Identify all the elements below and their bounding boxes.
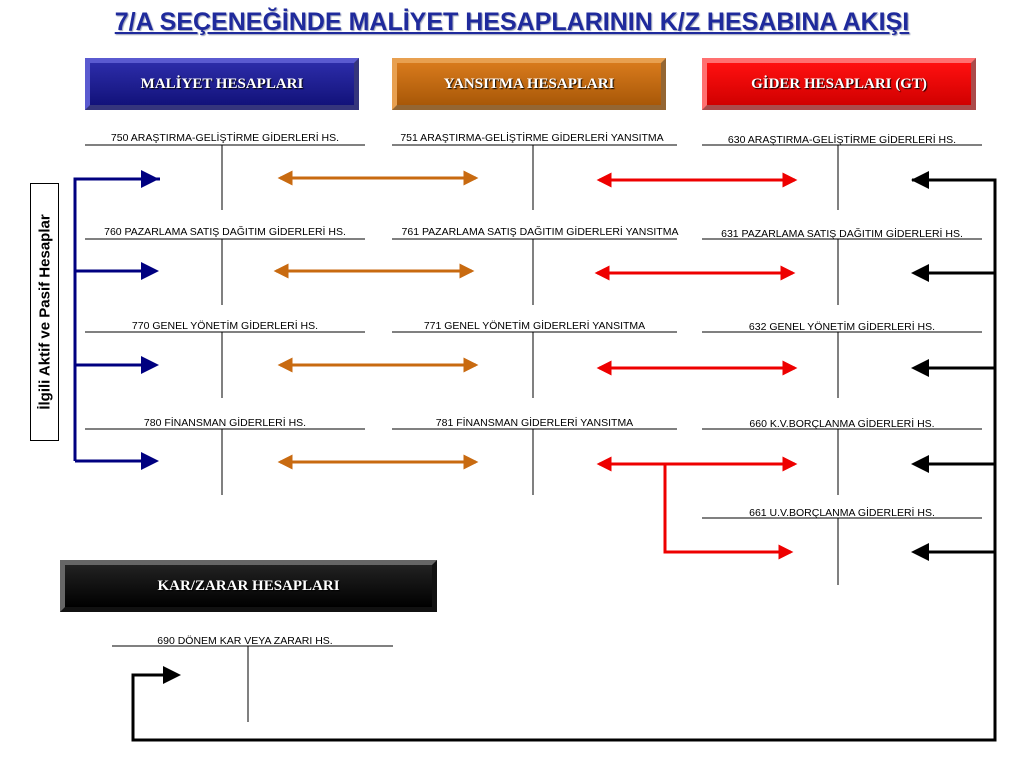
orange-flow	[276, 178, 476, 462]
yansitma-header: YANSITMA HESAPLARI	[392, 58, 666, 110]
gider-account-632: 632 GENEL YÖNETİM GİDERLERİ HS.	[748, 321, 936, 333]
maliyet-header: MALİYET HESAPLARI	[85, 58, 359, 110]
black-flow	[133, 180, 995, 740]
red-flow	[597, 180, 795, 552]
yansitma-account-751: 751 ARAŞTIRMA-GELİŞTİRME GİDERLERİ YANSITMA	[400, 132, 664, 144]
maliyet-account-780: 780 FİNANSMAN GİDERLERİ HS.	[143, 417, 307, 429]
t-accounts-maliyet	[85, 145, 365, 495]
gider-account-630: 630 ARAŞTIRMA-GELİŞTİRME GİDERLERİ HS.	[727, 134, 957, 146]
gider-account-631: 631 PAZARLAMA SATIŞ DAĞITIM GİDERLERİ HS.	[721, 228, 963, 240]
maliyet-account-750: 750 ARAŞTIRMA-GELİŞTİRME GİDERLERİ HS.	[110, 132, 340, 144]
side-label: İlgili Aktif ve Pasif Hesaplar	[36, 214, 53, 410]
karzarar-header: KAR/ZARAR HESAPLARI	[60, 560, 437, 612]
yansitma-account-771: 771 GENEL YÖNETİM GİDERLERİ YANSITMA	[423, 320, 646, 332]
page-title: 7/A SEÇENEĞİNDE MALİYET HESAPLARININ K/Z HESABINA AKIŞI	[114, 8, 910, 36]
yansitma-account-761: 761 PAZARLAMA SATIŞ DAĞITIM GİDERLERİ YANSITMA	[401, 226, 679, 238]
gider-account-660: 660 K.V.BORÇLANMA GİDERLERİ HS.	[749, 418, 935, 430]
gider-account-661: 661 U.V.BORÇLANMA GİDERLERİ HS.	[749, 507, 935, 519]
maliyet-account-770: 770 GENEL YÖNETİM GİDERLERİ HS.	[131, 320, 319, 332]
t-accounts-yansitma	[392, 145, 677, 495]
maliyet-account-760: 760 PAZARLAMA SATIŞ DAĞITIM GİDERLERİ HS.	[104, 226, 346, 238]
gider-header: GİDER HESAPLARI (GT)	[702, 58, 976, 110]
yansitma-account-781: 781 FİNANSMAN GİDERLERİ YANSITMA	[435, 417, 634, 429]
blue-flow	[75, 179, 160, 461]
t-account-karzarar	[112, 646, 393, 722]
karzarar-account-690: 690 DÖNEM KAR VEYA ZARARI HS.	[157, 635, 333, 647]
t-accounts-gider	[702, 145, 982, 585]
